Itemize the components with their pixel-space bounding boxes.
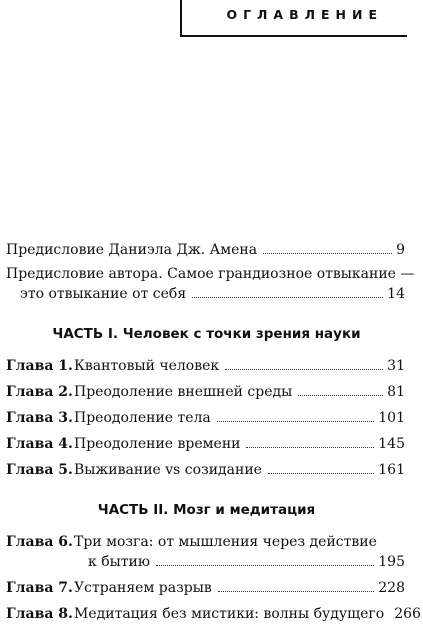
dot-leader (156, 564, 374, 566)
chapter-title: Преодоление тела (74, 410, 211, 426)
chapter-title: Устраняем разрыв (74, 580, 212, 596)
toc-chapter-1[interactable] (6, 356, 407, 376)
toc-entry-foreword-amen[interactable] (6, 240, 407, 260)
entry-title: Предисловие Даниэла Дж. Амена (6, 242, 258, 258)
page-number: 31 (387, 358, 405, 374)
toc-entry-foreword-author[interactable] (6, 264, 415, 304)
page-number: 101 (378, 410, 405, 426)
dot-leader (298, 394, 383, 396)
dot-leader (246, 446, 374, 448)
dot-leader (217, 420, 374, 422)
chapter-title: Преодоление внешней среды (74, 384, 293, 400)
page-number: 81 (387, 384, 405, 400)
page-number: 228 (378, 580, 405, 596)
chapter-label: Глава 7. (6, 580, 73, 596)
dot-leader (192, 296, 383, 298)
page-number: 195 (378, 554, 405, 570)
table-of-contents (6, 240, 421, 630)
chapter-title: Преодоление времени (74, 436, 241, 452)
page-number: 145 (378, 436, 405, 452)
header-vertical-rule (180, 0, 182, 36)
toc-chapter-7[interactable] (6, 578, 407, 598)
dot-leader (225, 368, 383, 370)
header-horizontal-rule (180, 35, 407, 37)
part-heading-2: ЧАСТЬ II. Мозг и медитация (97, 502, 316, 518)
dot-leader (263, 252, 392, 254)
entry-title: Предисловие автора. Самое грандиозное отвыкание — (6, 266, 415, 282)
page-number: 9 (396, 242, 405, 258)
toc-chapter-4[interactable] (6, 434, 407, 454)
toc-chapter-2[interactable] (6, 382, 407, 402)
page-title: ОГЛАВЛЕНИЕ (226, 7, 383, 22)
chapter-title: Выживание vs созидание (74, 462, 262, 478)
chapter-label: Глава 3. (6, 410, 73, 426)
toc-chapter-5[interactable] (6, 460, 407, 480)
page-number: 161 (378, 462, 405, 478)
chapter-title: Квантовый человек (74, 358, 220, 374)
toc-chapter-3[interactable] (6, 408, 407, 428)
toc-chapter-6[interactable] (6, 532, 407, 572)
page-number: 14 (387, 286, 405, 302)
chapter-label: Глава 8. (6, 606, 73, 622)
chapter-title: Три мозга: от мышления через действие (74, 534, 377, 550)
page-number: 266 (394, 606, 421, 622)
chapter-label: Глава 6. (6, 534, 73, 550)
dot-leader (218, 590, 375, 592)
chapter-label: Глава 2. (6, 384, 73, 400)
chapter-title-continued: к бытию (88, 554, 151, 570)
dot-leader (268, 472, 374, 474)
chapter-label: Глава 1. (6, 358, 73, 374)
toc-chapter-8[interactable] (6, 604, 421, 624)
entry-title-continued: это отвыкание от себя (20, 286, 187, 302)
chapter-label: Глава 4. (6, 436, 73, 452)
chapter-title: Медитация без мистики: волны будущего (74, 606, 385, 622)
part-heading-1: ЧАСТЬ I. Человек с точки зрения науки (52, 326, 361, 342)
chapter-label: Глава 5. (6, 462, 73, 478)
